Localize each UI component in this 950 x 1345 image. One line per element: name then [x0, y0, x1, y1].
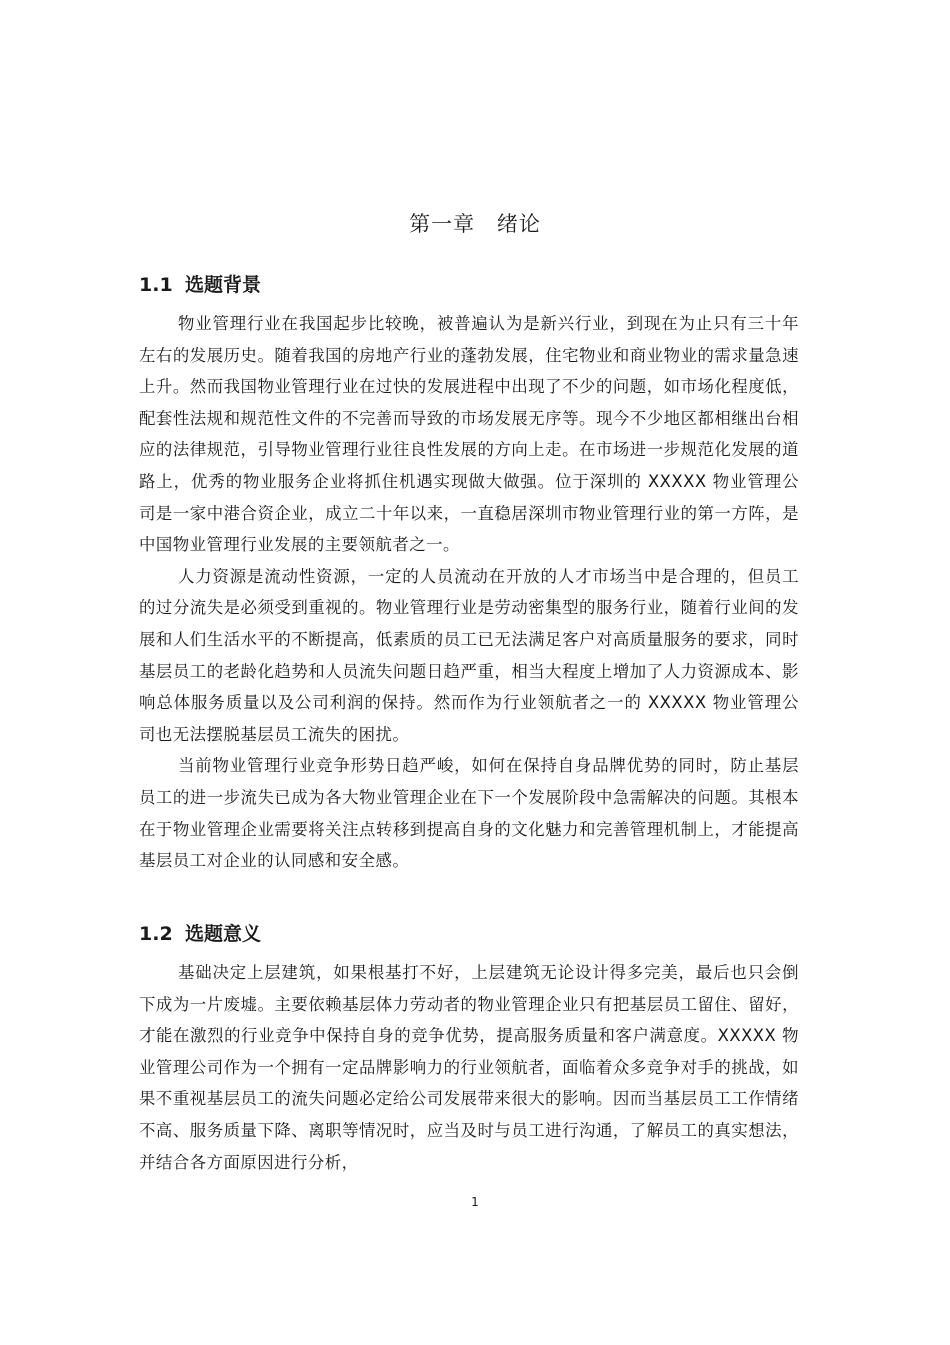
- paragraph: 当前物业管理行业竞争形势日趋严峻，如何在保持自身品牌优势的同时，防止基层员工的进一步流失已成为各大物业管理企业在下一个发展阶段中急需解决的问题。其根本在于物业管理企业需要将关注点转移到提高自身的文化魅力和完善管理机制上，才能提高基层员工对企业的认同感和安全感。: [139, 756, 799, 871]
- section-significance: [139, 919, 799, 1178]
- section-number: 1.2: [139, 923, 173, 945]
- paragraph: 人力资源是流动性资源，一定的人员流动在开放的人才市场当中是合理的，但员工的过分流失是必须受到重视的。物业管理行业是劳动密集型的服务行业，随着行业间的发展和人们生活水平的不断提高，低素质的员工已无法满足客户对高质量服务的要求，同时基层员工的老龄化趋势和人员流失问题日趋严重，相当大程度上增加了人力资源成本、影响总体服务质量以及公司利润的保持。然而作为行业领航者之一的 XXXXX 物业管理公司也无法摆脱基层员工流失的困扰。: [139, 566, 799, 744]
- page-number: 1: [471, 1195, 479, 1209]
- section-number: 1.1: [139, 274, 173, 296]
- paragraph: 基础决定上层建筑，如果根基打不好，上层建筑无论设计得多完美，最后也只会倒下成为一片废墟。主要依赖基层体力劳动者的物业管理企业只有把基层员工留住、留好，才能在激烈的行业竞争中保持自身的竞争优势，提高服务质量和客户满意度。XXXXX 物业管理公司作为一个拥有一定品牌影响力的行业领航者，面临着众多竞争对手的挑战，如果不重视基层员工的流失问题必定给公司发展带来很大的影响。因而当基层员工工作情绪不高、服务质量下降、离职等情况时，应当及时与员工进行沟通，了解员工的真实想法，并结合各方面原因进行分析，: [139, 963, 799, 1172]
- paragraph: 物业管理行业在我国起步比较晚，被普遍认为是新兴行业，到现在为止只有三十年左右的发展历史。随着我国的房地产行业的蓬勃发展，住宅物业和商业物业的需求量急速上升。然而我国物业管理行业在过快的发展进程中出现了不少的问题，如市场化程度低，配套性法规和规范性文件的不完善而导致的市场发展无序等。现今不少地区都相继出台相应的法律规范，引导物业管理行业往良性发展的方向上走。在市场进一步规范化发展的道路上，优秀的物业服务企业将抓住机遇实现做大做强。位于深圳的 XXXXX 物业管理公司是一家中港合资企业，成立二十年以来，一直稳居深圳市物业管理行业的第一方阵，是中国物业管理行业发展的主要领航者之一。: [139, 314, 799, 555]
- section-heading: [139, 270, 799, 300]
- section-background: [139, 270, 799, 877]
- section-title: 选题意义: [185, 923, 262, 945]
- chapter-title: 第一章 绪论: [409, 212, 541, 236]
- section-heading: [139, 919, 799, 949]
- section-title: 选题背景: [185, 274, 262, 296]
